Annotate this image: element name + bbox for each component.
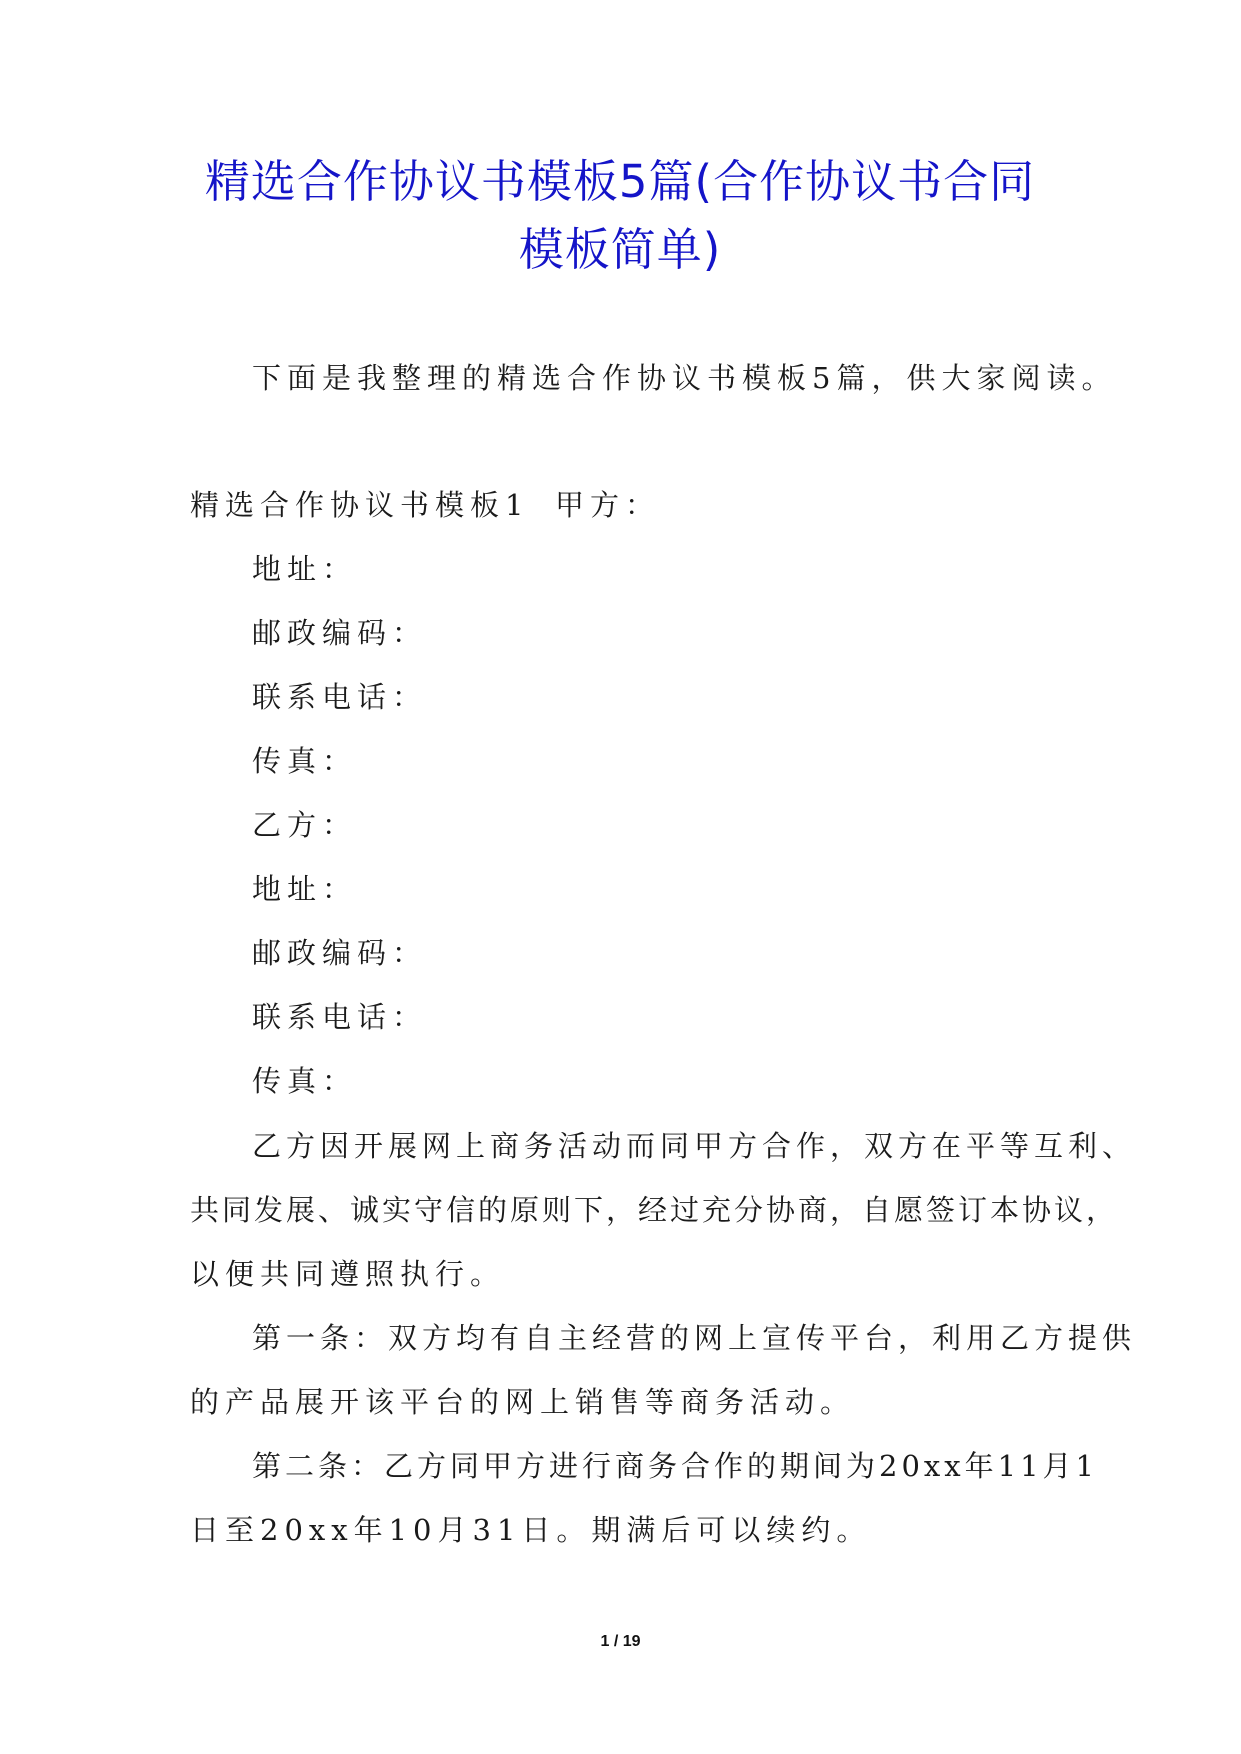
intro-paragraph: 下面是我整理的精选合作协议书模板5篇，供大家阅读。 (252, 361, 1117, 395)
paragraph-1-line-3: 以便共同遵照执行。 (190, 1257, 506, 1291)
paragraph-1-line-1: 乙方因开展网上商务活动而同甲方合作，双方在平等互利、 (252, 1129, 1137, 1163)
party-a-postcode: 邮政编码： (252, 616, 428, 650)
party-a-fax: 传真： (252, 744, 358, 778)
party-b-address: 地址： (252, 872, 358, 906)
paragraph-1-line-2: 共同发展、诚实守信的原则下，经过充分协商，自愿签订本协议， (190, 1193, 1119, 1227)
party-a-label: 甲方： (555, 488, 661, 522)
article-2-line-1: 第二条：乙方同甲方进行商务合作的期间为20xx年11月1 (252, 1449, 1098, 1483)
party-b-phone: 联系电话： (252, 1000, 428, 1034)
party-b-postcode: 邮政编码： (252, 936, 428, 970)
document-title-line-2: 模板简单) (518, 223, 722, 276)
page-number: 1 / 19 (600, 1633, 641, 1650)
article-1-line-1: 第一条：双方均有自主经营的网上宣传平台，利用乙方提供 (252, 1321, 1137, 1355)
section-heading: 精选合作协议书模板1 (190, 488, 530, 522)
document-title-line-1: 精选合作协议书模板5篇(合作协议书合同 (204, 155, 1036, 208)
party-a-phone: 联系电话： (252, 680, 428, 714)
article-2-line-2: 日至20xx年10月31日。期满后可以续约。 (190, 1513, 872, 1547)
article-1-line-2: 的产品展开该平台的网上销售等商务活动。 (190, 1385, 856, 1419)
party-b-label: 乙方： (252, 808, 358, 842)
party-a-address: 地址： (252, 552, 358, 586)
party-b-fax: 传真： (252, 1064, 358, 1098)
